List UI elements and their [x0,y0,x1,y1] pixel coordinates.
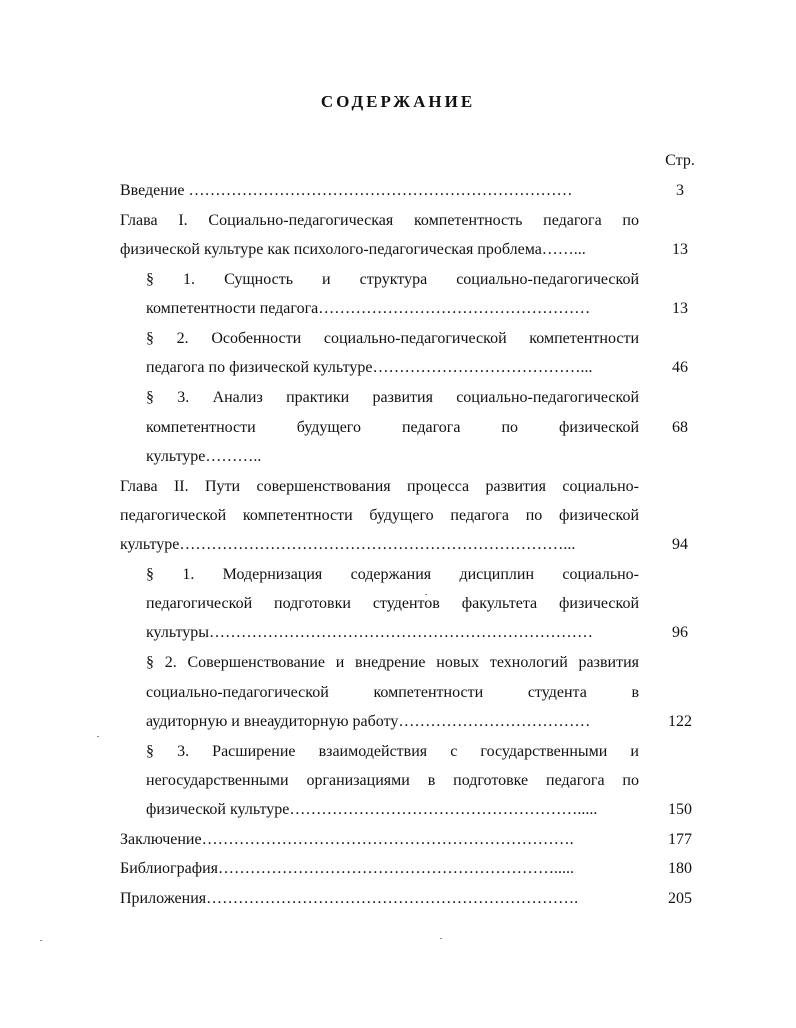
toc-s1-2-line2: педагога по физической культуре…………………………………... [146,359,593,376]
toc-s1-2-page: 46 [672,359,688,376]
toc-ch1-line1: Глава I. Социально-педагогическая компетентность педагога по [120,212,639,229]
toc-appendix-page: 205 [668,890,692,907]
toc-s1-3-line1: § 3. Анализ практики развития социально-педагогической [146,389,639,406]
toc-s2-2-page: 122 [668,713,692,730]
pages-column-header: Стр. [665,152,695,169]
toc-s1-3-page: 68 [672,419,688,436]
toc-s1-2-line1: § 2. Особенности социально-педагогической компетентности [146,330,639,347]
toc-s2-1-page: 96 [672,624,688,641]
toc-s1-1-line1: § 1. Сущность и структура социально-педагогической [146,271,639,288]
toc-ch2-line3: культуре………………………………………………………………... [120,536,576,553]
toc-s1-3-line3: культуре……….. [146,448,262,465]
scan-speck [440,938,442,939]
scan-speck [40,940,42,941]
toc-intro-text: Введение ……………………………………………………………… [120,182,573,199]
toc-s1-1-line2: компетентности педагога…………………………………………… [146,300,591,317]
toc-s1-1-page: 13 [672,300,688,317]
scan-speck [97,736,99,737]
toc-bibliography-text: Библиография………………………………………………………..... [120,860,574,877]
toc-bibliography-page: 180 [668,860,692,877]
toc-s1-3-line2: компетентности будущего педагога по физической [146,419,639,436]
toc-conclusion-text: Заключение……………………………………………………………. [120,831,574,848]
toc-s2-1-line2: педагогической подготовки студентов факультета физической [146,595,639,612]
page-title: СОДЕРЖАНИЕ [320,92,476,111]
toc-s2-1-line3: культуры……………………………………………………………… [146,624,594,641]
toc-ch1-line2: физической культуре как психолого-педагогическая проблема……... [120,241,586,258]
toc-s2-3-page: 150 [668,801,692,818]
toc-s2-3-line2: негосударственными организациями в подготовке педагога по [146,772,639,789]
toc-s2-2-line1: § 2. Совершенствование и внедрение новых технологий развития [146,654,639,671]
toc-s2-3-line1: § 3. Расширение взаимодействия с государственными и [146,743,639,760]
toc-ch2-page: 94 [672,536,688,553]
toc-conclusion-page: 177 [668,831,692,848]
toc-s2-1-line1: § 1. Модернизация содержания дисциплин социально- [146,566,639,583]
toc-s2-2-line2: социально-педагогической компетентности студента в [146,684,639,701]
toc-ch1-page: 13 [672,241,688,258]
toc-intro-page: 3 [676,182,684,199]
toc-s2-2-line3: аудиторную и внеаудиторную работу……………………………… [146,713,591,730]
toc-appendix-text: Приложения……………………………………………………………. [120,890,579,907]
toc-s2-3-line3: физической культуре………………………………………………..... [146,801,598,818]
toc-ch2-line1: Глава II. Пути совершенствования процесса развития социально- [120,478,639,495]
scan-speck [425,594,427,595]
toc-ch2-line2: педагогической компетентности будущего педагога по физической [120,507,639,524]
